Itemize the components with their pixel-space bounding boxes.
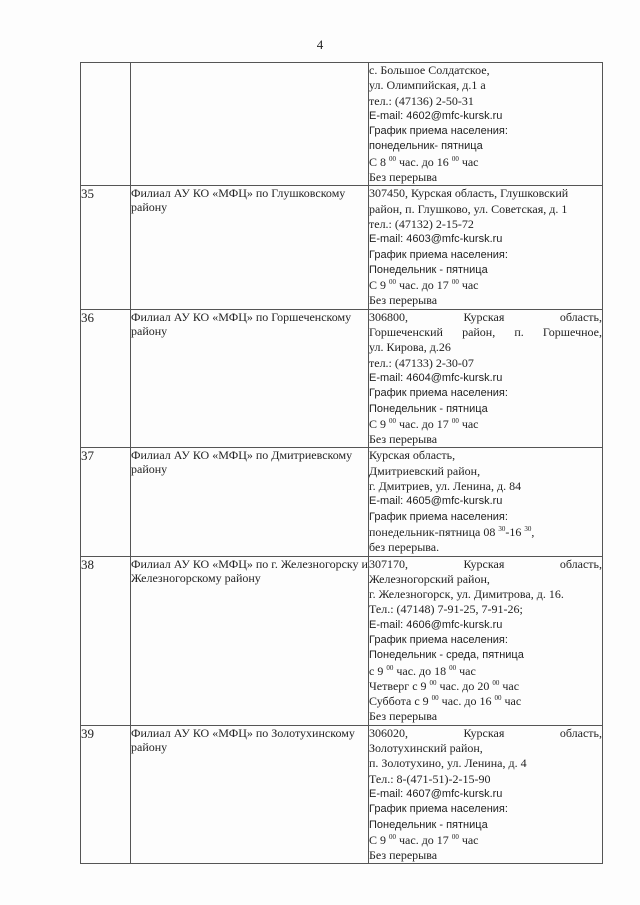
table-row — [81, 556, 603, 725]
contact-info-line: С 9 $^{00}$ час. до 17 $^{00}$ час — [369, 416, 479, 431]
contact-info-line: 307450, Курская область, Глушковский — [369, 186, 569, 201]
contact-info-line: E-mail: 4603@mfc-kursk.ru — [369, 233, 503, 246]
branch-name: Филиал АУ КО «МФЦ» по г. Железногорску и Железногорскому району — [131, 556, 369, 725]
contact-info-line: График приема населения: — [369, 387, 508, 400]
contact-info-line: с. Большое Солдатское, — [369, 63, 490, 77]
contact-info-line: тел.: (47136) 2-50-31 — [369, 93, 474, 108]
contact-info-line: без перерыва. — [369, 540, 440, 555]
contact-info-line: с 9 $^{00}$ час. до 18 $^{00}$ час — [369, 663, 476, 678]
contact-info-line: Без перерыва — [369, 709, 438, 724]
contact-info-line: Тел.: 8-(471-51)-2-15-90 — [369, 771, 491, 786]
row-number: 36 — [81, 309, 131, 448]
contact-info-line: Без перерыва — [369, 432, 438, 447]
contact-info — [369, 448, 603, 556]
contact-info-line: E-mail: 4605@mfc-kursk.ru — [369, 495, 503, 508]
branch-name — [131, 63, 369, 186]
contact-info-line: г. Железногорск, ул. Димитрова, д. 16. — [369, 587, 564, 602]
row-number: 35 — [81, 186, 131, 309]
contact-info-line: Без перерыва — [369, 170, 438, 185]
row-number — [81, 63, 131, 186]
contact-info-line: Дмитриевский район, — [369, 463, 481, 478]
contact-info-line: тел.: (47133) 2-30-07 — [369, 355, 474, 370]
contact-info-line: г. Дмитриев, ул. Ленина, д. 84 — [369, 479, 522, 494]
contact-info-line: Курская область, — [369, 448, 456, 463]
contact-info-line: Без перерыва — [369, 293, 438, 308]
contact-info-line: 306020, Курская область, — [369, 725, 602, 740]
contact-info-line: График приема населения: — [369, 510, 508, 523]
branch-name: Филиал АУ КО «МФЦ» по Золотухинскому району — [131, 725, 369, 864]
contact-info-line: Без перерыва — [369, 848, 438, 863]
contact-info — [369, 309, 603, 448]
contact-info-line: ул. Олимпийская, д.1 а — [369, 78, 486, 93]
contact-info-line: E-mail: 4604@mfc-kursk.ru — [369, 371, 503, 384]
table-row — [81, 186, 603, 309]
contact-info-line: Суббота с 9 $^{00}$ час. до 16 $^{00}$ час — [369, 694, 522, 709]
contact-info-line: Понедельник - пятница — [369, 818, 488, 831]
contact-info-line: Горшеченский район, п. Горшечное, — [369, 325, 602, 340]
contact-info — [369, 186, 603, 309]
contact-info-line: С 8 $^{00}$ час. до 16 $^{00}$ час — [369, 154, 479, 169]
row-number: 38 — [81, 556, 131, 725]
contact-info — [369, 725, 603, 864]
contact-info-line: С 9 $^{00}$ час. до 17 $^{00}$ час — [369, 832, 479, 847]
contact-info-line: Понедельник - пятница — [369, 402, 488, 415]
table-row — [81, 63, 603, 186]
contact-info-line: Понедельник - пятница — [369, 263, 488, 276]
branch-name: Филиал АУ КО «МФЦ» по Горшеченскому району — [131, 309, 369, 448]
contact-info-line: Железногорский район, — [369, 571, 490, 586]
contact-info-line: 307170, Курская область, — [369, 556, 602, 571]
contact-info-line: 306800, Курская область, — [369, 309, 602, 324]
contact-info-line: Тел.: (47148) 7-91-25, 7-91-26; — [369, 602, 523, 617]
branch-name: Филиал АУ КО «МФЦ» по Дмитриевскому району — [131, 448, 369, 556]
contact-info-line: E-mail: 4602@mfc-kursk.ru — [369, 109, 503, 122]
branch-table-body — [81, 63, 603, 864]
contact-info-line: Золотухинский район, — [369, 741, 483, 756]
contact-info-line: понедельник- пятница — [369, 140, 483, 153]
contact-info-line: E-mail: 4607@mfc-kursk.ru — [369, 787, 503, 800]
contact-info-line: График приема населения: — [369, 248, 508, 261]
contact-info-line: ул. Кирова, д.26 — [369, 340, 451, 355]
branch-name: Филиал АУ КО «МФЦ» по Глушковскому району — [131, 186, 369, 309]
contact-info-line: Четверг с 9 $^{00}$ час. до 20 $^{00}$ час — [369, 678, 520, 693]
branch-table — [80, 62, 603, 864]
contact-info-line: понедельник-пятница 08 $^{30}$-16 $^{30}$, — [369, 524, 535, 539]
contact-info-line: п. Золотухино, ул. Ленина, д. 4 — [369, 756, 527, 771]
contact-info-line: С 9 $^{00}$ час. до 17 $^{00}$ час — [369, 278, 479, 293]
contact-info-line: Понедельник - среда, пятница — [369, 649, 524, 662]
contact-info-line: График приема населения: — [369, 125, 508, 138]
contact-info-line: район, п. Глушково, ул. Советская, д. 1 — [369, 201, 568, 216]
table-row — [81, 309, 603, 448]
contact-info-line: График приема населения: — [369, 803, 508, 816]
contact-info-line: E-mail: 4606@mfc-kursk.ru — [369, 618, 503, 631]
page-number: 4 — [316, 37, 324, 52]
row-number: 37 — [81, 448, 131, 556]
contact-info-line: График приема населения: — [369, 633, 508, 646]
contact-info-line: тел.: (47132) 2-15-72 — [369, 216, 474, 231]
contact-info — [369, 556, 603, 725]
row-number: 39 — [81, 725, 131, 864]
table-row — [81, 725, 603, 864]
contact-info — [369, 63, 603, 186]
table-row — [81, 448, 603, 556]
